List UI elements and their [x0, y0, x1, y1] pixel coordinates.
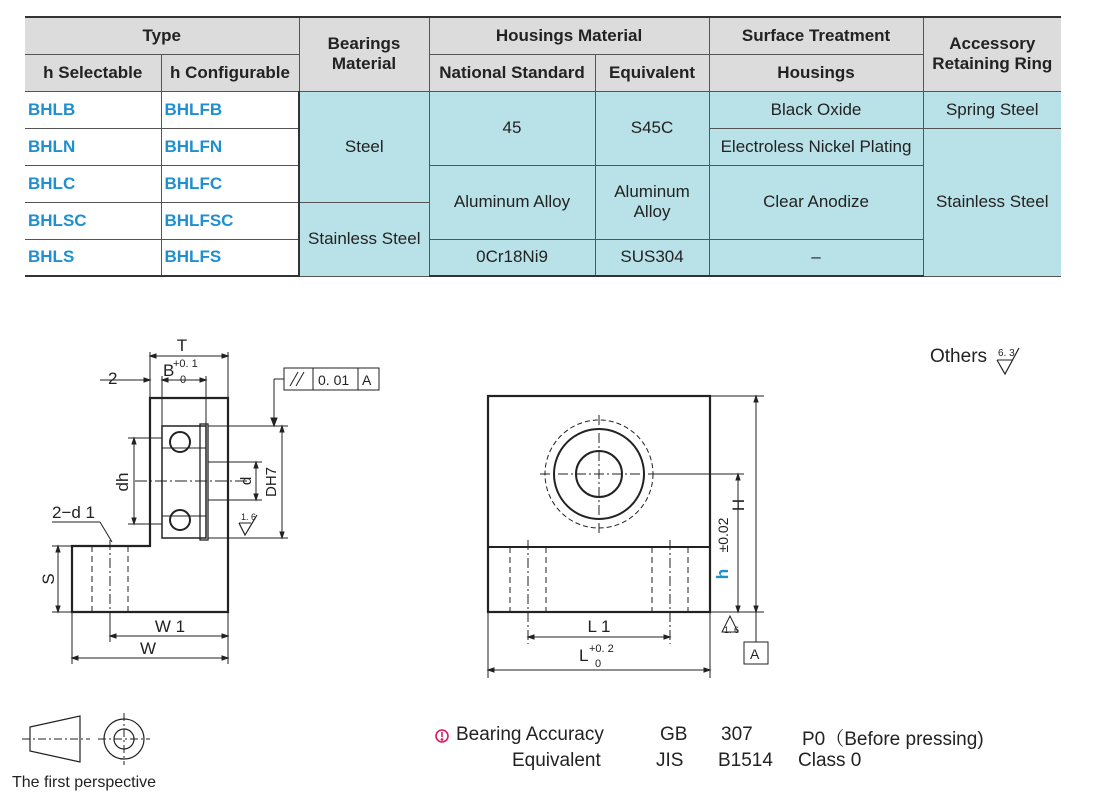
others-label: Others	[930, 346, 988, 367]
header-national-standard: National Standard	[429, 54, 595, 91]
dim-h: h	[713, 568, 732, 580]
header-bearings-material: Bearings Material	[299, 17, 429, 91]
gb-class: P0（Before pressing)	[802, 729, 984, 750]
row-3-selectable: BHLC	[25, 165, 161, 202]
header-configurable: h Configurable	[161, 54, 299, 91]
header-accessory: Accessory Retaining Ring	[923, 17, 1061, 91]
warning-icon	[436, 730, 448, 742]
jis-class: Class 0	[798, 750, 862, 771]
dim-W1: W 1	[154, 617, 186, 636]
dim-B-tol-up: +0. 1	[173, 358, 198, 370]
cell-aluminum-alloy: Aluminum Alloy	[429, 165, 595, 239]
cell-clear-anodize: Clear Anodize	[709, 165, 923, 239]
cell-equiv-sus304: SUS304	[595, 239, 709, 276]
row-1-configurable: BHLFB	[161, 91, 299, 128]
header-equivalent: Equivalent	[595, 54, 709, 91]
cell-equiv-s45c: S45C	[595, 91, 709, 165]
row-3-configurable: BHLFC	[161, 165, 299, 202]
gb-label: GB	[660, 724, 688, 745]
jis-number: B1514	[718, 750, 773, 771]
dim-h-tol: ±0.02	[715, 517, 731, 553]
header-housings-material: Housings Material	[429, 17, 709, 54]
dim-2-d1: 2−d 1	[52, 503, 96, 522]
dim-S: S	[39, 573, 58, 585]
header-selectable: h Selectable	[25, 54, 161, 91]
cell-steel: Steel	[299, 91, 429, 202]
row-2-configurable: BHLFN	[161, 128, 299, 165]
cell-national-45: 45	[429, 91, 595, 165]
left-roughness-value: 1. 6	[241, 512, 257, 522]
dim-DH7: DH7	[263, 466, 280, 498]
header-surface-treatment: Surface Treatment	[709, 17, 923, 54]
cell-spring-steel: Spring Steel	[923, 91, 1061, 128]
cell-black-oxide: Black Oxide	[709, 91, 923, 128]
dim-H: H	[729, 498, 748, 512]
spec-table	[25, 16, 1061, 277]
cell-nickel: Electroless Nickel Plating	[709, 128, 923, 165]
cell-stainless-steel: Stainless Steel	[299, 202, 429, 276]
row-5-configurable: BHLFS	[161, 239, 299, 276]
dim-L-tol-low: 0	[595, 658, 602, 670]
header-housings: Housings	[709, 54, 923, 91]
dim-B-tol-low: 0	[180, 374, 187, 386]
first-perspective-caption: The first perspective	[12, 774, 157, 791]
row-4-configurable: BHLFSC	[161, 202, 299, 239]
dim-L: L	[579, 646, 589, 665]
dim-L-tol-up: +0. 2	[589, 643, 614, 655]
dim-W: W	[139, 639, 157, 658]
gb-number: 307	[721, 724, 753, 745]
parallel-datum: A	[362, 372, 372, 388]
cell-ring-stainless: Stainless Steel	[923, 128, 1061, 276]
dim-T: T	[176, 336, 188, 355]
equivalent-label: Equivalent	[512, 750, 601, 771]
side-view	[52, 352, 379, 664]
row-4-selectable: BHLSC	[25, 202, 161, 239]
datum-A: A	[750, 646, 760, 662]
row-1-selectable: BHLB	[25, 91, 161, 128]
row-5-selectable: BHLS	[25, 239, 161, 276]
row-2-selectable: BHLN	[25, 128, 161, 165]
dim-dh: dh	[113, 472, 132, 492]
dim-L1: L 1	[587, 617, 611, 636]
dim-B: B	[163, 361, 175, 380]
others-roughness-value: 6. 3	[998, 348, 1015, 359]
cell-equiv-aluminum: Aluminum Alloy	[595, 165, 709, 239]
dim-two: 2	[108, 369, 118, 388]
cell-dash: –	[709, 239, 923, 276]
dim-d: d	[238, 476, 255, 486]
parallel-value: 0. 01	[318, 372, 350, 388]
cell-national-0cr: 0Cr18Ni9	[429, 239, 595, 276]
bearing-accuracy-label: Bearing Accuracy	[456, 724, 604, 745]
header-type: Type	[25, 17, 299, 54]
jis-label: JIS	[656, 750, 684, 771]
right-roughness-value: 1. 6	[724, 625, 740, 635]
first-perspective-icon	[22, 713, 150, 765]
